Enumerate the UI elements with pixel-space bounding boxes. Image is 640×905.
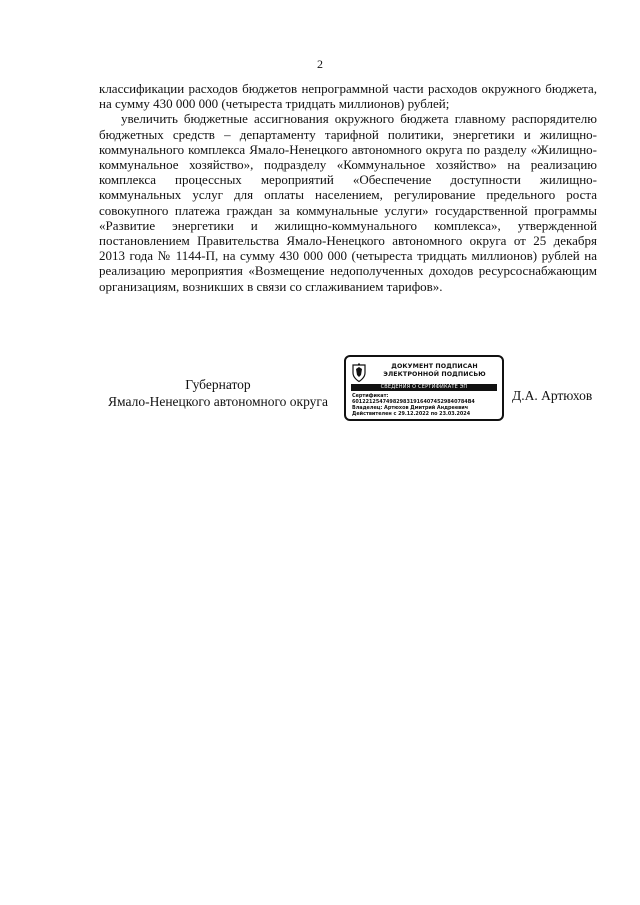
coat-of-arms-icon: [351, 363, 367, 383]
certificate-number: 6012212547498298319164074529840784B4: [352, 399, 475, 405]
certificate-label: Сертификат:: [352, 393, 389, 399]
stamp-band: СВЕДЕНИЯ О СЕРТИФИКАТЕ ЭП: [351, 384, 497, 391]
stamp-title: [371, 363, 498, 378]
position-region: Ямало-Ненецкого автономного округа: [108, 394, 328, 409]
position-title: Губернатор: [185, 377, 251, 392]
certificate-validity: Действителен с 29.12.2022 по 23.03.2024: [352, 411, 471, 417]
stamp-header: [351, 361, 498, 383]
certificate-owner: Владелец: Артюхов Дмитрий Андреевич: [352, 405, 469, 411]
paragraph-1: классификации расходов бюджетов непрограммной части расходов окружного бюджета, на сумму 430 000 000 (четыреста тридцать миллионов) рублей;: [99, 81, 597, 112]
page-number: 2: [317, 57, 323, 71]
stamp-title-line-2: ЭЛЕКТРОННОЙ ПОДПИСЬЮ: [383, 370, 486, 378]
paragraph-2: увеличить бюджетные ассигнования окружного бюджета главному распорядителю бюджетных средств – департаменту тарифной политики, энергетики и жилищно-коммунального комплекса Ямало-Ненецкого автономного округа по разделу «Жилищно-коммунальное хозяйство», подразделу «Коммунальное хозяйство» на реализацию комплекса процессных мероприятий «Обеспечение доступности жилищно-коммунальных услуг для оплаты населением, регулирование предельного роста совокупного платежа граждан за коммунальные услуги» государственной программы «Развитие энергетики и жилищно-коммунального комплекса», утвержденной постановлением Правительства Ямало-Ненецкого автономного округа от 25 декабря 2013 года № 1144-П, на сумму 430 000 000 (четыреста тридцать миллионов) рублей на реализацию мероприятия «Возмещение недополученных доходов ресурсоснабжающим организациям, возникших в связи со сглаживанием тарифов».: [99, 111, 597, 294]
document-body: [99, 81, 597, 294]
signer-name: Д.А. Артюхов: [512, 388, 593, 403]
stamp-title-line-1: ДОКУМЕНТ ПОДПИСАН: [391, 363, 478, 370]
electronic-signature-stamp: [344, 355, 504, 421]
stamp-details: [352, 393, 498, 417]
signatory-position: [96, 376, 340, 410]
